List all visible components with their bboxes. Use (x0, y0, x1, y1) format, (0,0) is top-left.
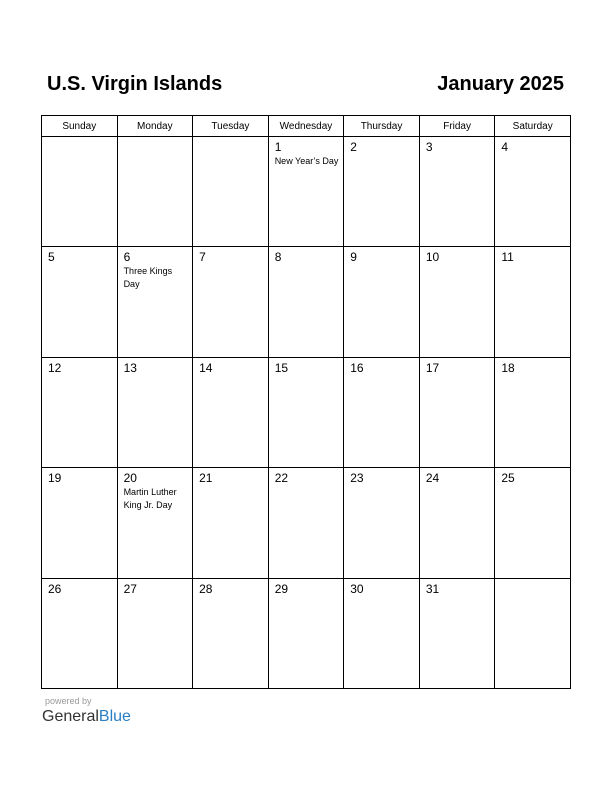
weekday-header: Sunday (42, 116, 118, 137)
footer (42, 696, 131, 727)
day-cell (344, 578, 420, 688)
day-number: 7 (199, 250, 206, 265)
logo-text-blue: Blue (98, 708, 131, 725)
day-cell (117, 137, 193, 247)
day-number: 18 (501, 360, 515, 375)
weekday-header: Friday (419, 116, 495, 137)
day-number: 2 (350, 140, 357, 154)
holiday-label: Three Kings Day (123, 266, 173, 290)
day-number: 27 (123, 581, 137, 596)
holiday-label: Martin Luther King Jr. Day (123, 487, 177, 511)
week-row (42, 357, 571, 467)
day-number: 24 (425, 471, 440, 486)
day-number: 21 (199, 471, 213, 486)
day-cell (117, 247, 193, 357)
day-number: 8 (274, 250, 282, 265)
day-cell (344, 357, 420, 467)
holiday-label: New Year’s Day (274, 156, 339, 166)
week-row (42, 468, 571, 578)
day-cell (268, 468, 344, 578)
day-cell (42, 468, 118, 578)
day-cell (193, 468, 269, 578)
day-cell (495, 137, 571, 247)
day-cell (495, 578, 571, 688)
day-cell (268, 137, 344, 247)
day-number: 29 (274, 581, 289, 596)
day-number: 15 (274, 360, 289, 375)
day-number: 25 (501, 471, 515, 486)
day-number: 11 (501, 250, 514, 265)
month-year-title: January 2025 (437, 73, 564, 95)
calendar-grid (41, 115, 571, 689)
weekday-header: Tuesday (193, 116, 269, 137)
day-cell (344, 468, 420, 578)
day-cell (42, 357, 118, 467)
day-number: 17 (425, 360, 440, 375)
day-number: 4 (501, 140, 509, 154)
day-cell (419, 137, 495, 247)
day-cell (419, 468, 495, 578)
day-number: 28 (199, 581, 213, 596)
day-cell (495, 247, 571, 357)
day-number: 22 (274, 471, 289, 486)
day-cell (268, 357, 344, 467)
day-number: 19 (48, 471, 62, 486)
day-number: 6 (123, 250, 131, 265)
day-cell (268, 247, 344, 357)
day-cell (42, 578, 118, 688)
generalblue-logo (42, 707, 131, 727)
day-number: 26 (48, 581, 62, 596)
day-number: 12 (48, 360, 62, 375)
day-number: 14 (199, 360, 213, 375)
day-cell (193, 137, 269, 247)
day-cell (117, 357, 193, 467)
day-cell (344, 247, 420, 357)
day-cell (193, 357, 269, 467)
day-number: 1 (274, 140, 282, 154)
day-number: 3 (425, 140, 433, 154)
week-row (42, 247, 571, 357)
day-cell (193, 247, 269, 357)
week-row (42, 578, 571, 688)
day-number: 13 (123, 360, 137, 375)
country-title: U.S. Virgin Islands (47, 73, 223, 95)
day-cell (344, 137, 420, 247)
logo-text-general: General (42, 708, 99, 725)
weekday-header: Monday (117, 116, 193, 137)
day-cell (268, 578, 344, 688)
weekday-header: Wednesday (268, 116, 344, 137)
day-cell (117, 578, 193, 688)
day-number: 5 (48, 250, 55, 265)
day-number: 23 (350, 471, 364, 486)
day-number: 10 (425, 250, 440, 265)
day-cell (419, 578, 495, 688)
day-number: 20 (123, 471, 137, 486)
day-cell (42, 137, 118, 247)
day-cell (42, 247, 118, 357)
weekday-header: Saturday (495, 116, 571, 137)
day-number: 31 (425, 581, 440, 596)
weekday-header-row (42, 116, 571, 137)
day-number: 16 (350, 360, 364, 375)
day-cell (419, 247, 495, 357)
day-number: 30 (350, 581, 364, 596)
powered-by-text: powered by (45, 696, 92, 706)
day-cell (495, 357, 571, 467)
week-row (42, 137, 571, 247)
weekday-header: Thursday (344, 116, 420, 137)
day-cell (193, 578, 269, 688)
day-number: 9 (350, 250, 357, 265)
day-cell (495, 468, 571, 578)
day-cell (117, 468, 193, 578)
day-cell (419, 357, 495, 467)
